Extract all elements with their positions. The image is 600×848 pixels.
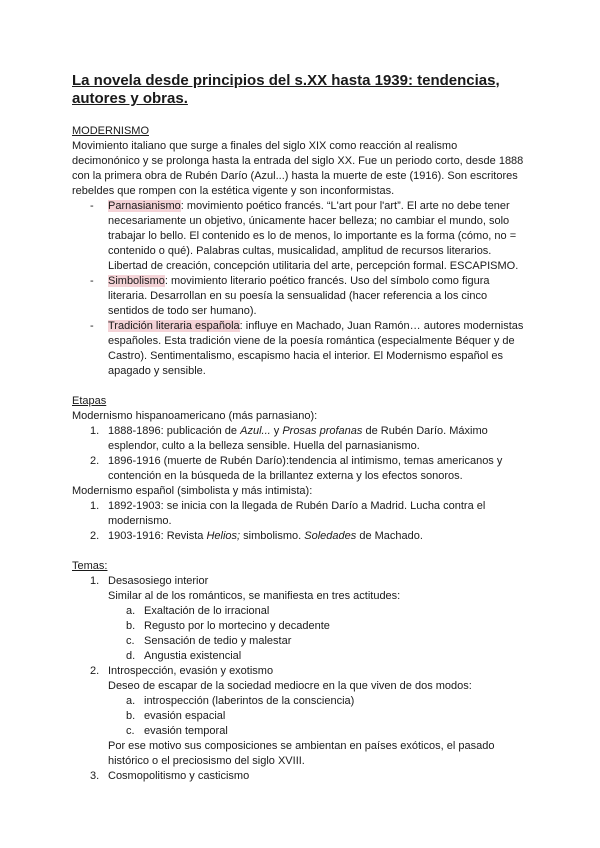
item-number: 1. [90,500,100,512]
influences-list [72,199,528,379]
temas-heading: Temas: [72,560,108,572]
item-number: 1. [90,575,100,587]
modernismo-heading: MODERNISMO [72,125,149,137]
tema-item [72,769,528,784]
subitem-text: Exaltación de lo irracional [144,605,270,617]
tema-note: Por ese motivo sus composiciones se ambientan en países exóticos, el pasado histórico o el preciosismo del siglo XVIII. [108,740,495,767]
influence-term: Parnasianismo [108,200,181,212]
espanol-label: Modernismo español (simbolista y más intimista): [72,485,313,497]
tema-subitem [72,709,528,724]
etapa-text: 1896-1916 (muerte de Rubén Darío):tendencia al intimismo, temas americanos y contención en la búsqueda de la brillantez externa y los efectos sonoros. [108,455,503,482]
etapa-text: y [270,425,283,437]
tema-desc: Similar al de los románticos, se manifiesta en tres actitudes: [108,590,401,602]
influence-text: : influye en Machado, Juan Ramón… autores modernistas españoles. Esta tradición viene de la poesía romántica (especialmente Béquer y de Castro). Sentimentalismo, escapismo hacia el interior. El Modernismo español es apagado y sensible. [108,320,524,377]
influence-term: Tradición literaria española [108,320,240,332]
etapa-item [72,529,528,544]
modernismo-intro: Movimiento italiano que surge a finales del siglo XIX como reacción al realismo decimonónico y se prolonga hasta la entrada del siglo XX. Fue un periodo corto, desde 1888 con la primera obra de Rubén Darío (Azul...) hasta la muerte de este (1916). Son escritores rebeldes que rompen con la estética vigente y son inconformistas. [72,140,524,197]
etapa-item [72,424,528,454]
subitem-letter: c. [126,725,135,737]
document-body [72,124,528,784]
tema-title: Introspección, evasión y exotismo [108,665,274,677]
subitem-text: evasión espacial [144,710,226,722]
subitem-text: introspección (laberintos de la consciencia) [144,695,355,707]
tema-title: Cosmopolitismo y casticismo [108,770,250,782]
tema-title: Desasosiego interior [108,575,209,587]
etapa-text: 1888-1896: publicación de [108,425,241,437]
item-number: 2. [90,665,100,677]
influence-item [72,199,528,274]
tema-subitem [72,619,528,634]
etapa-text: de Machado. [356,530,423,542]
item-number: 2. [90,530,100,542]
influence-item [72,319,528,379]
influence-text: : movimiento poético francés. “L'art pour l'art”. El arte no debe tener necesariamente un objetivo, únicamente hacer belleza; no cambiar el mundo, solo trabajar lo bello. El contenido es lo de menos, lo importante es la forma (cómo, no = contenido o qué). Palabras cultas, musicalidad, amplitud de recursos literarios. Libertad de creación, concepción utilitaria del arte, percepción formal. ESCAPISMO. [108,200,519,272]
etapa-text: 1892-1903: se inicia con la llegada de Rubén Darío a Madrid. Lucha contra el modernismo. [108,500,486,527]
work-title: Prosas profanas [282,425,363,437]
etapa-item [72,454,528,484]
influence-term: Simbolismo [108,275,165,287]
dash-bullet: - [90,200,94,212]
tema-subitem [72,634,528,649]
etapa-item [72,499,528,529]
subitem-letter: c. [126,635,135,647]
subitem-letter: b. [126,710,136,722]
etapas-heading: Etapas [72,395,107,407]
hispano-label: Modernismo hispanoamericano (más parnasiano): [72,410,318,422]
tema-desc: Deseo de escapar de la sociedad mediocre en la que viven de dos modos: [108,680,472,692]
subitem-text: Sensación de tedio y malestar [144,635,292,647]
etapa-text: simbolismo. [240,530,305,542]
item-number: 1. [90,425,100,437]
tema-subitem [72,649,528,664]
work-title: Azul... [240,425,271,437]
subitem-text: Regusto por lo mortecino y decadente [144,620,330,632]
etapa-text: 1903-1916: Revista [108,530,207,542]
document-title: La novela desde principios del s.XX hasta 1939: tendencias, autores y obras. [72,72,500,107]
subitem-letter: b. [126,620,136,632]
tema-subitem [72,724,528,739]
item-number: 3. [90,770,100,782]
subitem-letter: a. [126,695,136,707]
dash-bullet: - [90,320,94,332]
subitem-text: evasión temporal [144,725,228,737]
dash-bullet: - [90,275,94,287]
tema-item [72,664,528,679]
tema-item [72,574,528,589]
subitem-letter: d. [126,650,136,662]
subitem-text: Angustia existencial [144,650,242,662]
item-number: 2. [90,455,100,467]
influence-item [72,274,528,319]
tema-subitem [72,604,528,619]
etapa-text: de Rubén Darío. Máximo esplendor, culto a la belleza sensible. Huella del parnasianismo. [108,425,488,452]
subitem-letter: a. [126,605,136,617]
tema-subitem [72,694,528,709]
work-title: Soledades [304,530,357,542]
influence-text: : movimiento literario poético francés. Uso del símbolo como figura literaria. Desarrollan en su poesía la sensualidad (hacer referencia a los cinco sentidos de todo ser humano). [108,275,490,317]
work-title: Helios; [206,530,241,542]
